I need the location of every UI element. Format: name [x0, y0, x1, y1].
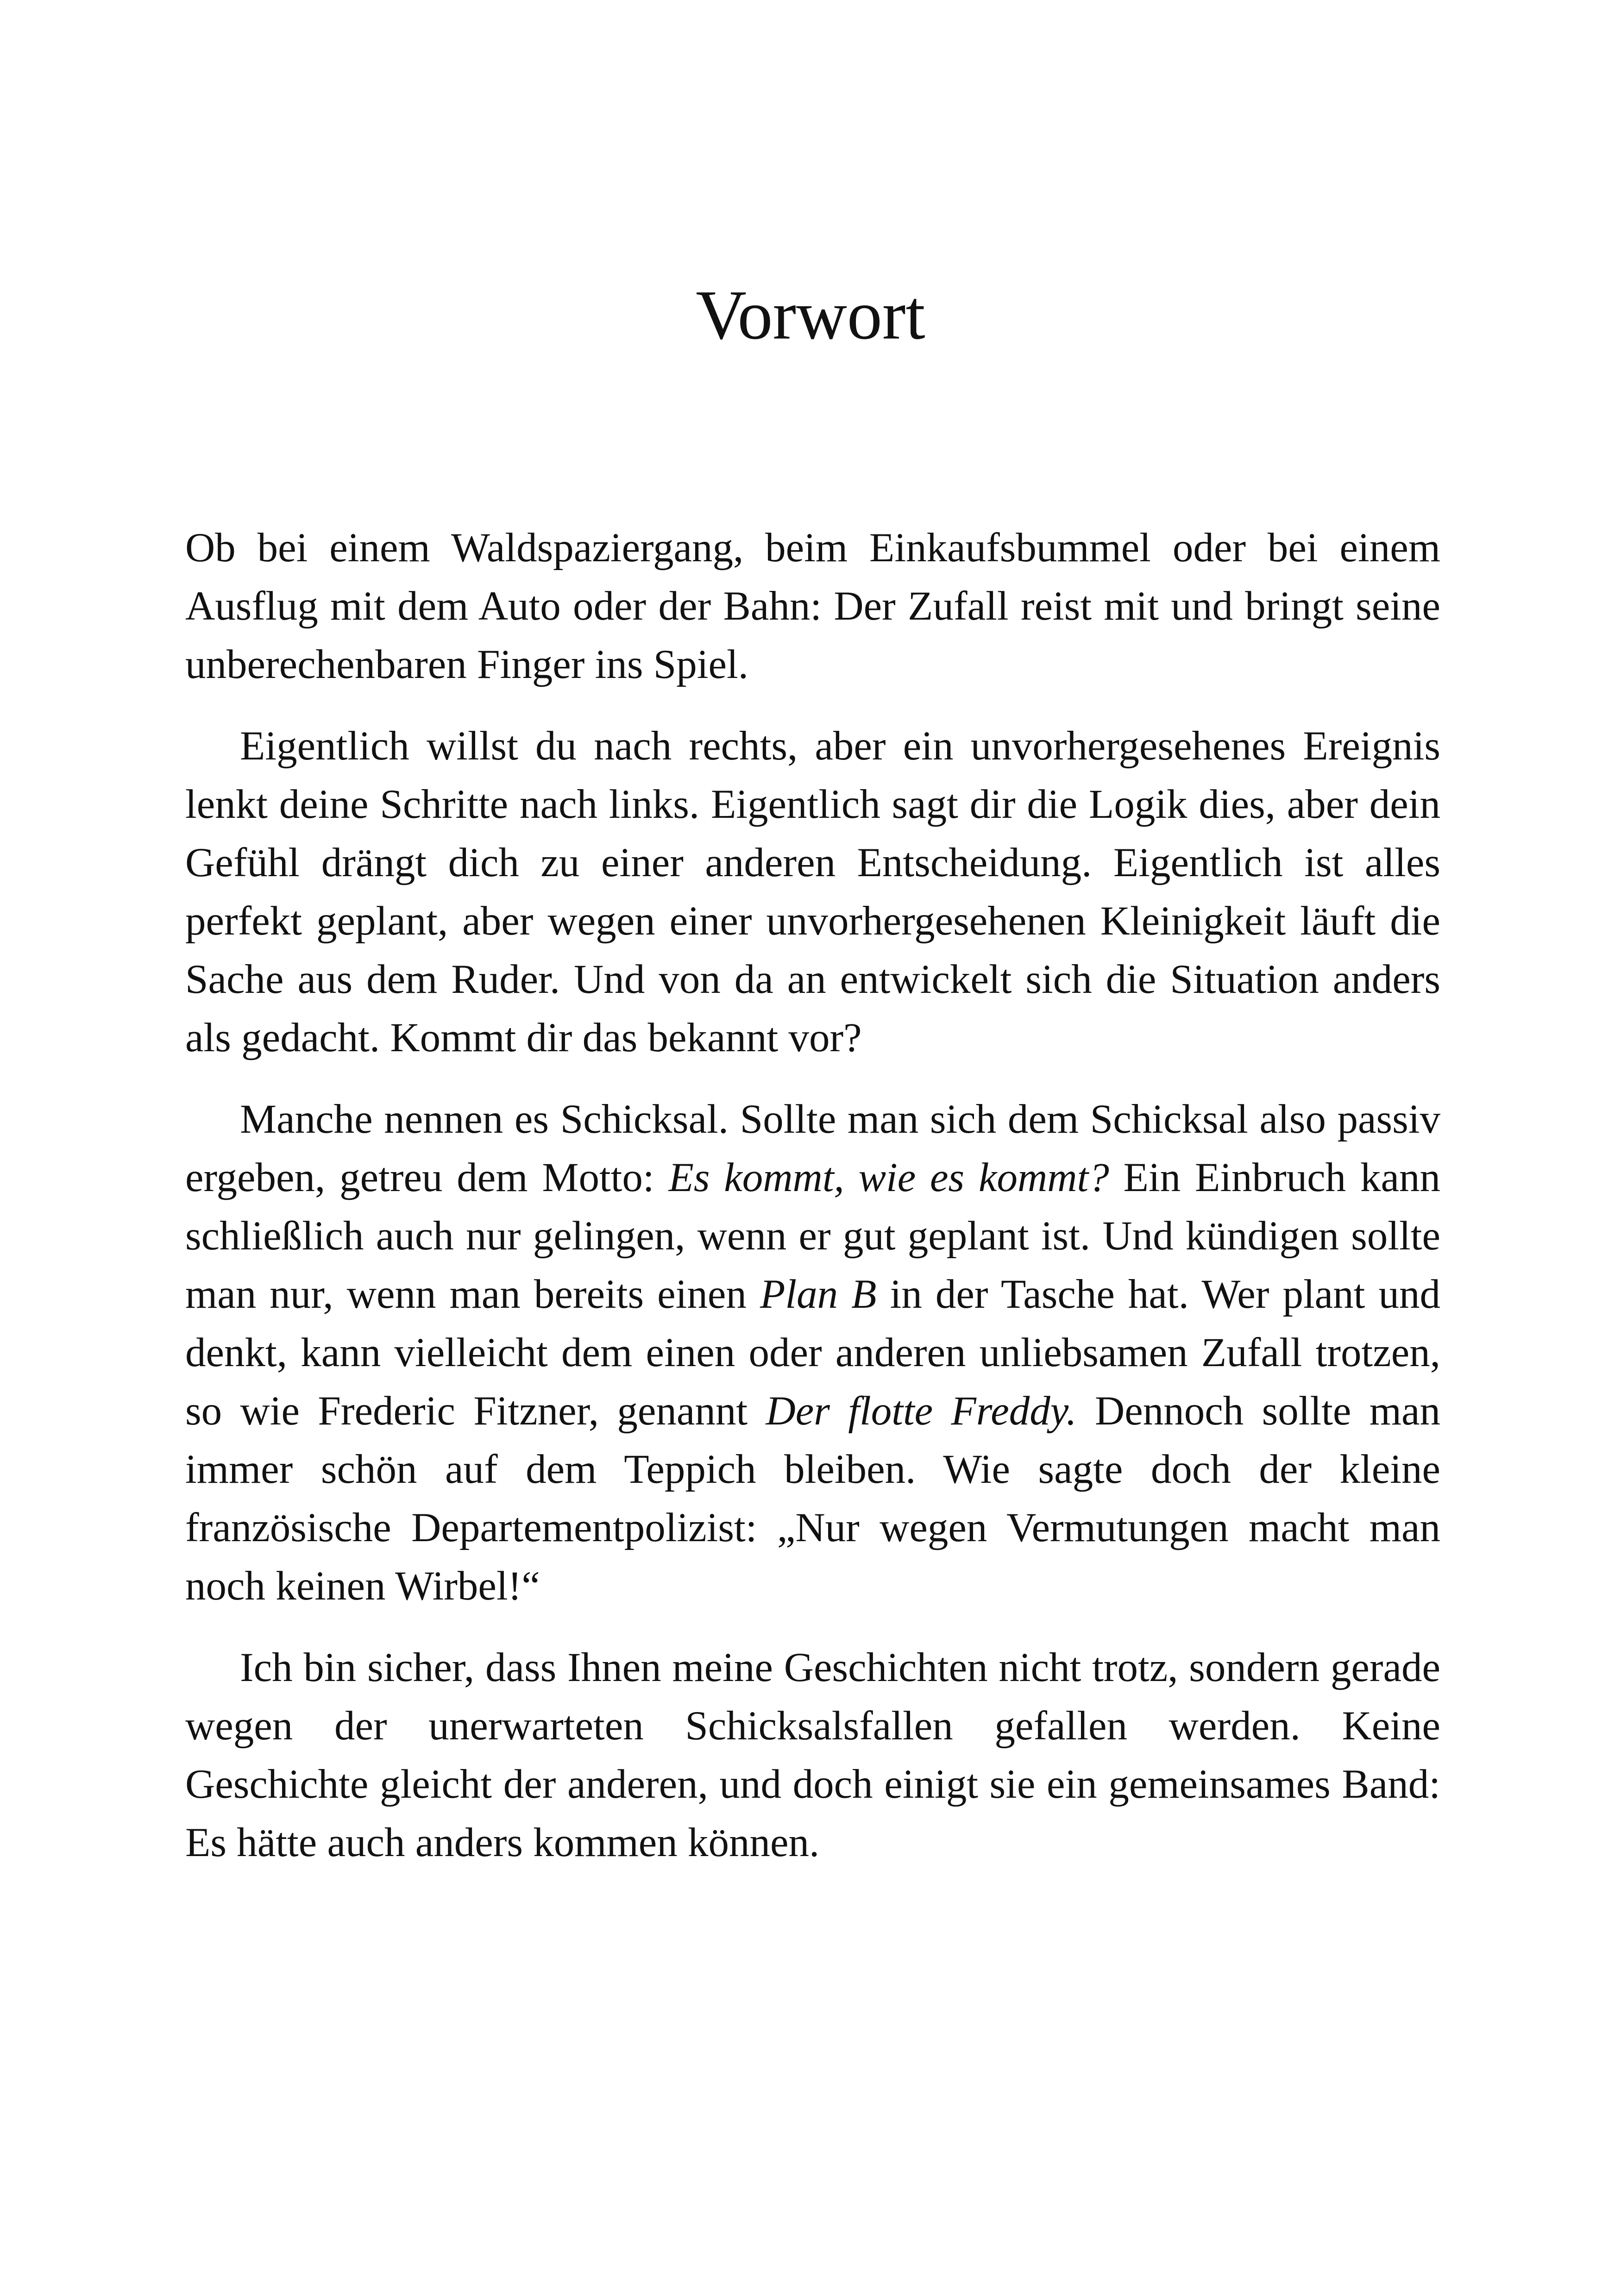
paragraph-3-text-a: Manche nennen es Schicksal. Sollte man sich dem Schicksal also passiv ergeben, getreu dem Motto: [185, 1097, 1440, 1200]
paragraph-1-text: Ob bei einem Waldspaziergang, beim Einkaufsbummel oder bei einem Ausflug mit dem Auto oder der Bahn: Der Zufall reist mit und bringt seine unberechenbaren Finger ins Spiel. [185, 525, 1440, 687]
nickname-italic: Der flotte Freddy. [766, 1388, 1077, 1434]
motto-italic: Es kommt, wie es kommt? [668, 1155, 1109, 1200]
paragraph-3-text-c: in der Tasche hat. Wer plant und denkt, kann vielleicht dem einen oder anderen unliebsamen Zufall trotzen, so wie Frederic Fitzner, genannt [185, 1272, 1440, 1434]
paragraph-1 [185, 519, 1440, 694]
plan-b-italic: Plan B [760, 1272, 877, 1317]
paragraph-2-text: Eigentlich willst du nach rechts, aber ein unvorhergesehenes Ereignis lenkt deine Schritte nach links. Eigentlich sagt dir die Logik dies, aber dein Gefühl drängt dich zu einer anderen Entscheidung. Eigentlich ist alles perfekt geplant, aber wegen einer unvorhergesehenen Kleinigkeit läuft die Sache aus dem Ruder. Und von da an entwickelt sich die Situation anders als gedacht. Kommt dir das bekannt vor? [185, 723, 1440, 1060]
paragraph-3-text-b: Ein Einbruch kann schließlich auch nur gelingen, wenn er gut geplant ist. Und kündigen sollte man nur, wenn man bereits einen [185, 1155, 1440, 1317]
paragraph-3 [185, 1090, 1440, 1615]
body-text [185, 519, 1440, 1895]
paragraph-3-text-d: Dennoch sollte man immer schön auf dem Teppich bleiben. Wie sagte doch der kleine französische Departementpolizist: „Nur wegen Vermutungen macht man noch keinen Wirbel!“ [185, 1388, 1440, 1609]
paragraph-4-text: Ich bin sicher, dass Ihnen meine Geschichten nicht trotz, sondern gerade wegen der unerwarteten Schicksalsfallen gefallen werden. Keine Geschichte gleicht der anderen, und doch einigt sie ein gemeinsames Band: Es hätte auch anders kommen können. [185, 1645, 1440, 1865]
paragraph-2 [185, 717, 1440, 1067]
paragraph-4 [185, 1638, 1440, 1872]
page-title: Vorwort [696, 276, 925, 354]
